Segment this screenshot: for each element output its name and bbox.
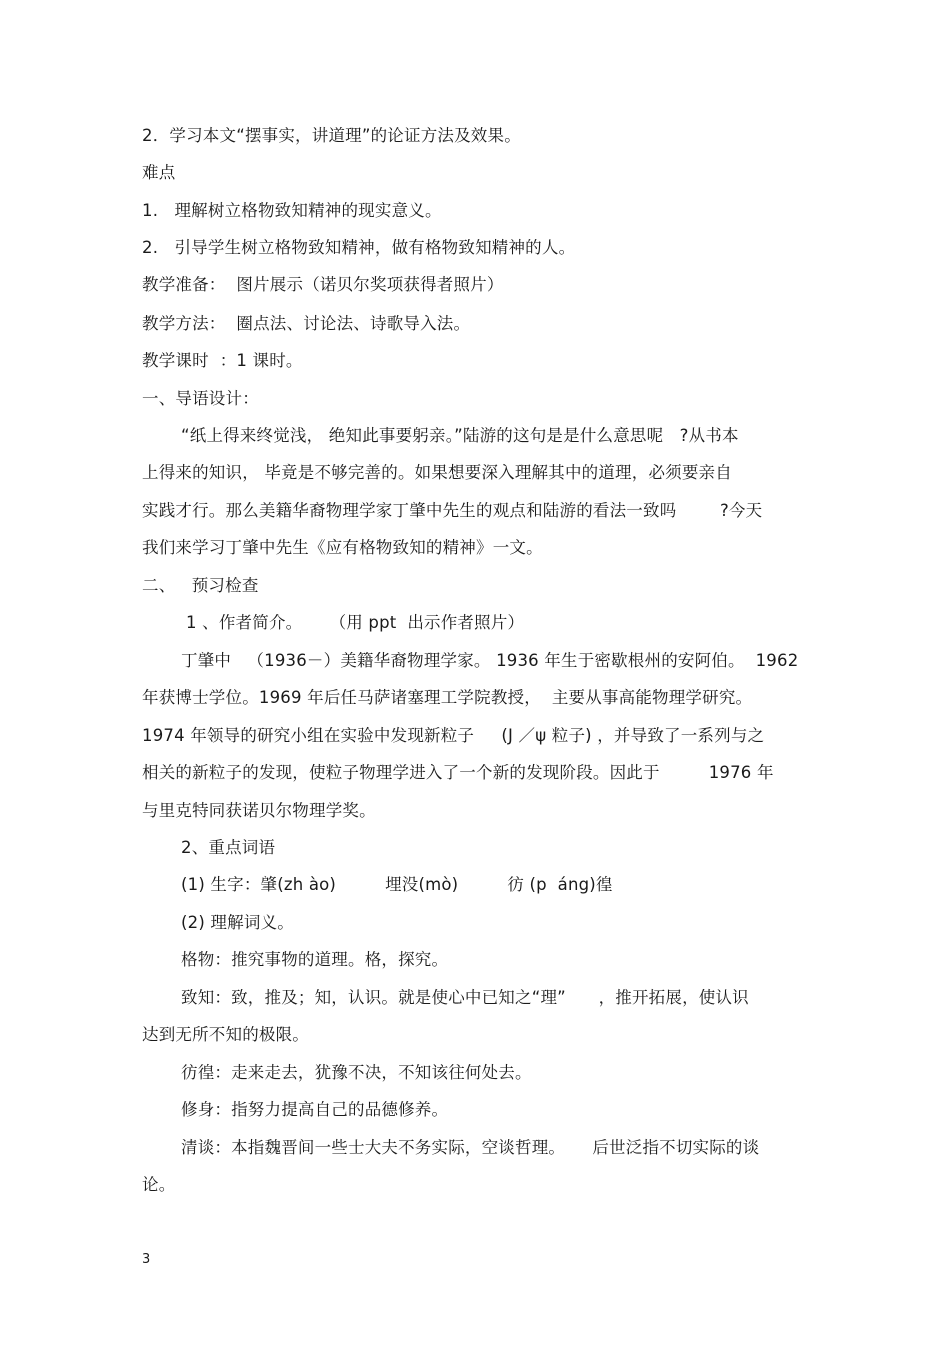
difficulty-item-1: 1. 理解树立格物致知精神的现实意义。 xyxy=(142,201,442,220)
difficulty-item-2: 2. 引导学生树立格物致知精神，做有格物致知精神的人。 xyxy=(142,238,576,257)
difficulty-heading: 难点 xyxy=(142,163,176,182)
intro-paragraph-line: “纸上得来终觉浅， 绝知此事要躬亲。”陆游的这句是是什么意思呢 ?从书本 xyxy=(181,426,739,445)
definition-xiushen: 修身：指努力提高自己的品德修养。 xyxy=(181,1100,449,1119)
teaching-method: 教学方法： 圈点法、讨论法、诗歌导入法。 xyxy=(142,314,471,333)
definition-qingtan-cont: 论。 xyxy=(142,1175,176,1194)
page-number: 3 xyxy=(142,1252,151,1267)
key-words-heading: 2、重点词语 xyxy=(181,838,276,857)
intro-paragraph-line: 上得来的知识， 毕竟是不够完善的。如果想要深入理解其中的道理，必须要亲自 xyxy=(142,463,732,482)
teaching-preparation: 教学准备： 图片展示（诺贝尔奖项获得者照片） xyxy=(142,275,504,294)
definition-qingtan: 清谈：本指魏晋间一些士大夫不务实际，空谈哲理。 后世泛指不切实际的谈 xyxy=(181,1138,760,1157)
new-characters-line: (1) 生字：肇(zh ào) 埋没(mò) 彷 (p áng)徨 xyxy=(181,875,613,894)
author-intro-heading: 1 、作者简介。 （用 ppt 出示作者照片） xyxy=(186,613,525,632)
objective-line-2: 2．学习本文“摆事实，讲道理”的论证方法及效果。 xyxy=(142,126,521,145)
section-preview-heading: 二、 预习检查 xyxy=(142,576,259,595)
intro-paragraph-line: 实践才行。那么美籍华裔物理学家丁肇中先生的观点和陆游的看法一致吗 ?今天 xyxy=(142,501,763,520)
definition-gewu: 格物：推究事物的道理。格，探究。 xyxy=(181,950,449,969)
word-meaning-heading: (2) 理解词义。 xyxy=(181,913,294,932)
author-paragraph-line: 丁肇中 （1936－）美籍华裔物理学家。 1936 年生于密歇根州的安阿伯。 1962 xyxy=(181,651,799,670)
section-intro-heading: 一、导语设计： xyxy=(142,389,259,408)
definition-zhizhi-cont: 达到无所不知的极限。 xyxy=(142,1025,309,1044)
author-paragraph-line: 与里克特同获诺贝尔物理学奖。 xyxy=(142,801,376,820)
intro-paragraph-line: 我们来学习丁肇中先生《应有格物致知的精神》一文。 xyxy=(142,538,543,557)
teaching-hours: 教学课时 ：1 课时。 xyxy=(142,351,303,370)
definition-panghuang: 彷徨：走来走去，犹豫不决，不知该往何处去。 xyxy=(181,1063,532,1082)
author-paragraph-line: 年获博士学位。1969 年后任马萨诸塞理工学院教授， 主要从事高能物理学研究。 xyxy=(142,688,753,707)
author-paragraph-line: 相关的新粒子的发现，使粒子物理学进入了一个新的发现阶段。因此于 1976 年 xyxy=(142,763,774,782)
definition-zhizhi: 致知：致，推及；知，认识。就是使心中已知之“理” ，推开拓展，使认识 xyxy=(181,988,749,1007)
author-paragraph-line: 1974 年领导的研究小组在实验中发现新粒子 (J ／ψ 粒子) ，并导致了一系列与之 xyxy=(142,726,765,745)
